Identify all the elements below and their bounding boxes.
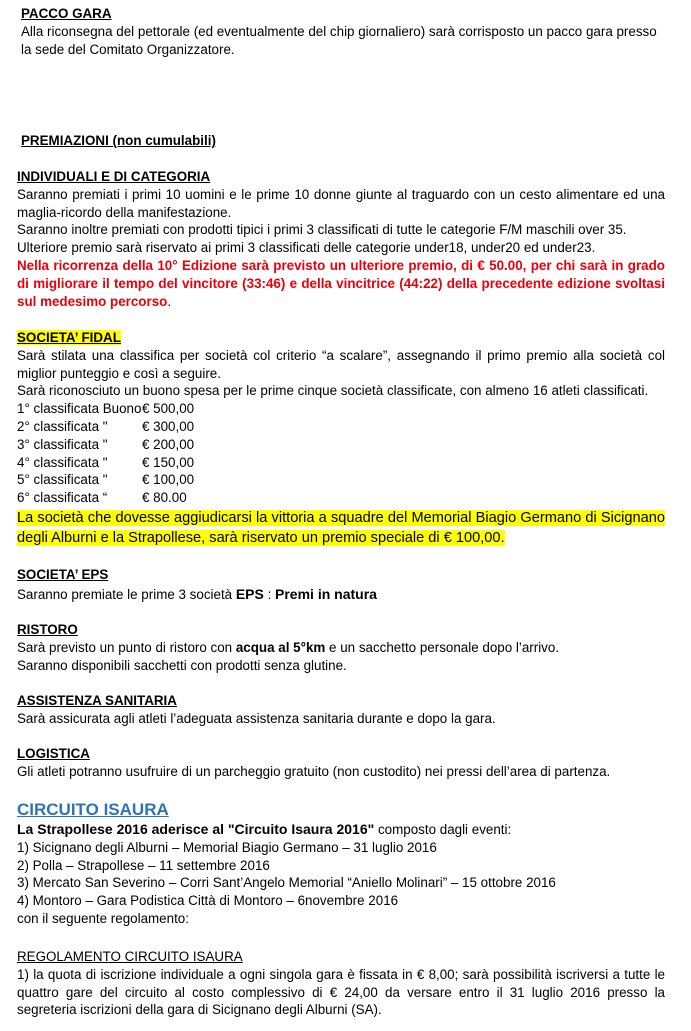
prize-row bbox=[17, 436, 665, 454]
premiazioni-section bbox=[21, 132, 669, 150]
circuito-intro bbox=[17, 821, 665, 839]
fidal-heading: SOCIETA’ FIDAL bbox=[17, 330, 121, 345]
fidal-paragraph-2: Sarà riconosciuto un buono spesa per le prime cinque società classificate, con almeno 16 atleti classificati. bbox=[17, 383, 649, 399]
ristoro-p1-post: e un sacchetto personale dopo l’arrivo. bbox=[325, 639, 560, 655]
prize-amount: € 500,00 bbox=[142, 401, 195, 417]
individuali-paragraph-1: Saranno premiati i primi 10 uomini e le prime 10 donne giunte al traguardo con un cesto alimentare ed una maglia-ricordo della manifestazione. bbox=[17, 186, 665, 220]
assistenza-heading: ASSISTENZA SANITARIA bbox=[17, 693, 177, 708]
prize-position: 6° classificata “ bbox=[17, 490, 108, 506]
individuali-red-note bbox=[17, 257, 665, 310]
red-note-text: Nella ricorrenza della 10° Edizione sarà previsto un ulteriore premio, di € 50.00, per chi sarà in grado di migliorare il tempo del vincitore (33:46) e della vincitrice (44:22) della precedente edizione svoltasi sul medesimo percorso bbox=[17, 257, 665, 309]
regolamento-text: 1) la quota di iscrizione individuale a ogni singola gara è fissata in € 8,00; sarà possibilità iscriversi a tutte le quattro gare del circuito al costo complessivo di € 24,00 da versare entro il 31 luglio 2016 presso la segreteria iscrizioni della gara di Sicignano degli Alburni (SA). bbox=[17, 966, 665, 1018]
prize-amount: € 80.00 bbox=[142, 490, 187, 506]
eps-text bbox=[17, 584, 665, 605]
ristoro-section bbox=[17, 621, 665, 674]
individuali-paragraph-3: Ulteriore premio sarà riservato ai primi 3 classificati delle categorie under18, under20 ed under23. bbox=[17, 240, 596, 256]
logistica-section bbox=[17, 745, 665, 781]
fidal-special-text: La società che dovesse aggiudicarsi la vittoria a squadre del Memorial Biagio Germano di Sicignano degli Alburni e la Strapollese, sarà riservato un premio speciale di € 100,00. bbox=[17, 509, 665, 546]
circuito-section bbox=[17, 799, 665, 928]
assistenza-text: Sarà assicurata agli atleti l’adeguata assistenza sanitaria durante e dopo la gara. bbox=[17, 710, 496, 726]
circuito-event-list bbox=[17, 839, 665, 910]
circuito-event: 1) Sicignano degli Alburni – Memorial Biagio Germano – 31 luglio 2016 bbox=[17, 839, 437, 855]
fidal-prize-list bbox=[17, 400, 665, 507]
regolamento-heading: REGOLAMENTO CIRCUITO ISAURA bbox=[17, 949, 243, 964]
circuito-outro: con il seguente regolamento: bbox=[17, 910, 189, 926]
regolamento-section bbox=[17, 948, 665, 1019]
prize-amount: € 100,00 bbox=[142, 472, 195, 488]
logistica-heading: LOGISTICA bbox=[17, 746, 90, 761]
individuali-section bbox=[17, 168, 665, 310]
circuito-event: 4) Montoro – Gara Podistica Città di Montoro – 6novembre 2016 bbox=[17, 893, 399, 909]
eps-section bbox=[17, 566, 665, 605]
fidal-paragraph-1: Sarà stilata una classifica per società col criterio “a scalare”, assegnando il primo premio alla società col miglior punteggio e così a seguire. bbox=[17, 347, 665, 381]
individuali-paragraph-2: Saranno inoltre premiati con prodotti tipici i primi 3 classificati di tutte le categorie F/M maschili over 35. bbox=[17, 222, 627, 238]
eps-text-mid: : bbox=[263, 586, 276, 602]
pacco-gara-section bbox=[21, 5, 665, 58]
prize-row bbox=[17, 400, 665, 418]
pacco-gara-heading: PACCO GARA bbox=[21, 6, 112, 21]
ristoro-paragraph-2: Saranno disponibili sacchetti con prodotti senza glutine. bbox=[17, 657, 347, 673]
circuito-event: 2) Polla – Strapollese – 11 settembre 2016 bbox=[17, 857, 270, 873]
eps-text-bold: EPS bbox=[235, 585, 264, 602]
circuito-heading: CIRCUITO ISAURA bbox=[17, 800, 169, 819]
prize-amount: € 150,00 bbox=[142, 454, 195, 470]
circuito-intro-bold: La Strapollese 2016 aderisce al "Circuito Isaura 2016" bbox=[17, 821, 375, 837]
pacco-gara-text: Alla riconsegna del pettorale (ed eventualmente del chip giornaliero) sarà corrisposto un pacco gara presso la sede del Comitato Organizzatore. bbox=[21, 23, 657, 57]
prize-amount: € 300,00 bbox=[142, 418, 195, 434]
ristoro-p1-bold: acqua al 5°km bbox=[235, 639, 326, 655]
circuito-intro-rest: composto dagli eventi: bbox=[374, 822, 512, 837]
premiazioni-heading: PREMIAZIONI (non cumulabili) bbox=[21, 133, 216, 148]
prize-amount: € 200,00 bbox=[142, 436, 195, 452]
ristoro-p1-pre: Sarà previsto un punto di ristoro con bbox=[17, 639, 236, 655]
individuali-heading: INDIVIDUALI E DI CATEGORIA bbox=[17, 169, 211, 184]
logistica-text: Gli atleti potranno usufruire di un parcheggio gratuito (non custodito) nei pressi dell’area di partenza. bbox=[17, 763, 611, 779]
red-note-end: . bbox=[167, 293, 172, 309]
assistenza-section bbox=[17, 692, 665, 728]
prize-position: 5° classificata " bbox=[17, 472, 108, 488]
prize-position: 2° classificata " bbox=[17, 418, 108, 434]
ristoro-heading: RISTORO bbox=[17, 622, 78, 637]
eps-heading: SOCIETA’ EPS bbox=[17, 567, 109, 582]
eps-text-bold2: Premi in natura bbox=[275, 585, 377, 602]
prize-position: 3° classificata " bbox=[17, 436, 108, 452]
eps-text-pre: Saranno premiate le prime 3 società bbox=[17, 586, 236, 602]
prize-row bbox=[17, 454, 665, 472]
fidal-section bbox=[17, 329, 665, 548]
prize-row bbox=[17, 489, 665, 507]
circuito-event: 3) Mercato San Severino – Corri Sant’Angelo Memorial “Aniello Molinari” – 15 ottobre 2016 bbox=[17, 875, 556, 891]
fidal-heading-wrap bbox=[17, 329, 665, 347]
prize-row bbox=[17, 471, 665, 489]
ristoro-paragraph-1 bbox=[17, 639, 665, 657]
prize-position: 4° classificata " bbox=[17, 454, 108, 470]
prize-position: 1° classificata Buono bbox=[17, 401, 142, 417]
fidal-special-prize bbox=[17, 508, 665, 548]
prize-row bbox=[17, 418, 665, 436]
